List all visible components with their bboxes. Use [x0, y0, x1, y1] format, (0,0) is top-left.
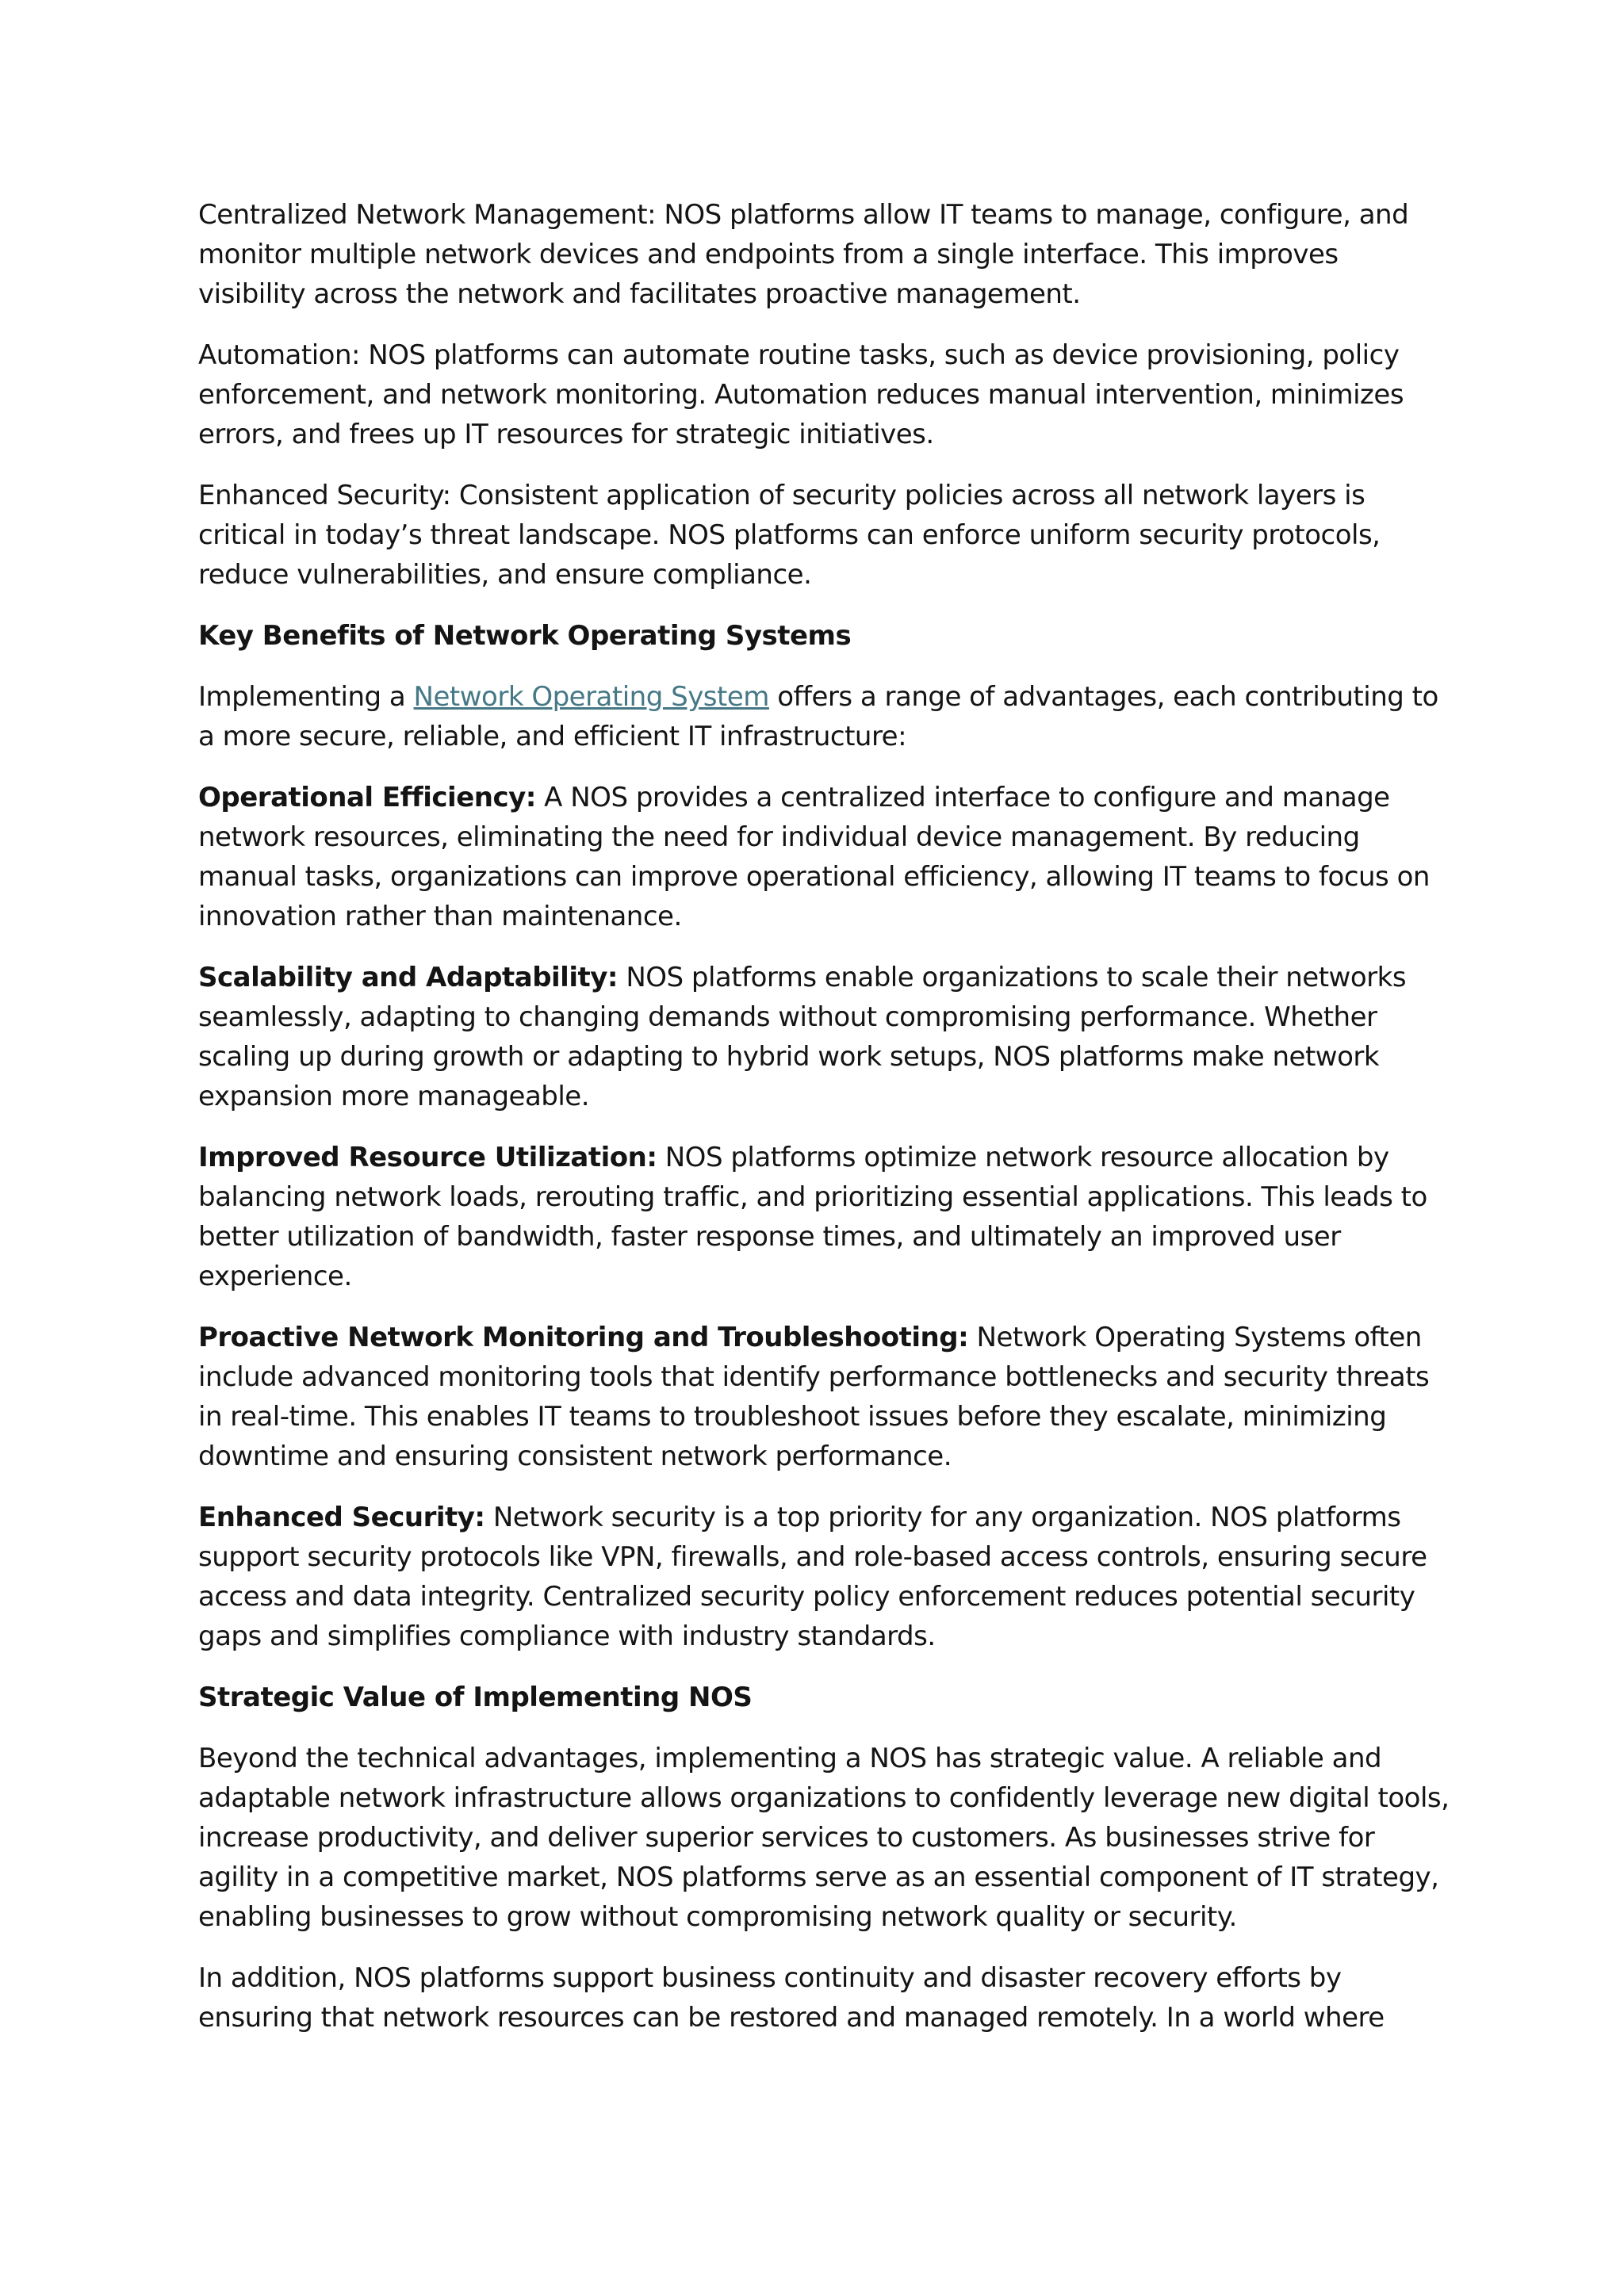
network-operating-system-link[interactable]: Network Operating System: [413, 681, 769, 713]
paragraph-benefits-intro: [198, 677, 1451, 756]
paragraph-automation: Automation: NOS platforms can automate routine tasks, such as device provisioning, policy enforcement, and network monitoring. Automation reduces manual intervention, minimizes errors, and frees up IT resources for strategic initiatives.: [198, 339, 1404, 450]
benefit-title: Proactive Network Monitoring and Troubleshooting:: [198, 1322, 969, 1353]
benefit-enhanced-security: [198, 1498, 1451, 1656]
benefit-title: Enhanced Security:: [198, 1502, 485, 1533]
benefit-title: Scalability and Adaptability:: [198, 962, 619, 993]
section-heading-strategic-value: Strategic Value of Implementing NOS: [198, 1682, 753, 1713]
paragraph-business-continuity: In addition, NOS platforms support business continuity and disaster recovery efforts by ensuring that network resources can be restored and managed remotely. In a world where: [198, 1962, 1385, 2034]
benefit-title: Improved Resource Utilization:: [198, 1142, 657, 1173]
section-heading-key-benefits: Key Benefits of Network Operating Systems: [198, 620, 852, 652]
benefit-title: Operational Efficiency:: [198, 782, 536, 813]
document-page: [198, 195, 1451, 2059]
benefit-text: Network security is a top priority for any organization. NOS platforms support security protocols like VPN, firewalls, and role-based access controls, ensuring secure access and data integrity. Centralized security policy enforcement reduces potential security gaps and simplifies compliance with industry standards.: [198, 1502, 1427, 1652]
benefits-intro-after: offers a range of advantages, each contributing to a more secure, reliable, and efficient IT infrastructure:: [198, 681, 1438, 752]
paragraph-strategic-value: Beyond the technical advantages, implementing a NOS has strategic value. A reliable and adaptable network infrastructure allows organizations to confidently leverage new digital tools, increase productivity, and deliver superior services to customers. As businesses strive for agility in a competitive market, NOS platforms serve as an essential component of IT strategy, enabling businesses to grow without compromising network quality or security.: [198, 1743, 1450, 1933]
benefit-scalability: [198, 958, 1451, 1116]
benefit-text: NOS platforms enable organizations to scale their networks seamlessly, adapting to changing demands without compromising performance. Whether scaling up during growth or adapting to hybrid work setups, NOS platforms make network expansion more manageable.: [198, 962, 1407, 1112]
paragraph-enhanced-security-intro: Enhanced Security: Consistent application of security policies across all network layers is critical in today’s threat landscape. NOS platforms can enforce uniform security protocols, reduce vulnerabilities, and ensure compliance.: [198, 480, 1381, 591]
benefit-proactive-monitoring: [198, 1318, 1451, 1476]
paragraph-centralized-management: Centralized Network Management: NOS platforms allow IT teams to manage, configure, and monitor multiple network devices and endpoints from a single interface. This improves visibility across the network and facilitates proactive management.: [198, 199, 1409, 310]
benefit-text: A NOS provides a centralized interface to configure and manage network resources, eliminating the need for individual device management. By reducing manual tasks, organizations can improve operational efficiency, allowing IT teams to focus on innovation rather than maintenance.: [198, 782, 1430, 932]
benefits-intro-before: Implementing a: [198, 681, 414, 713]
benefit-operational-efficiency: [198, 778, 1451, 936]
benefit-text: Network Operating Systems often include advanced monitoring tools that identify performance bottlenecks and security threats in real-time. This enables IT teams to troubleshoot issues before they escalate, minimizing downtime and ensuring consistent network performance.: [198, 1322, 1430, 1472]
benefit-text: NOS platforms optimize network resource allocation by balancing network loads, rerouting traffic, and prioritizing essential applications. This leads to better utilization of bandwidth, faster response times, and ultimately an improved user experience.: [198, 1142, 1427, 1292]
benefit-resource-utilization: [198, 1138, 1451, 1296]
